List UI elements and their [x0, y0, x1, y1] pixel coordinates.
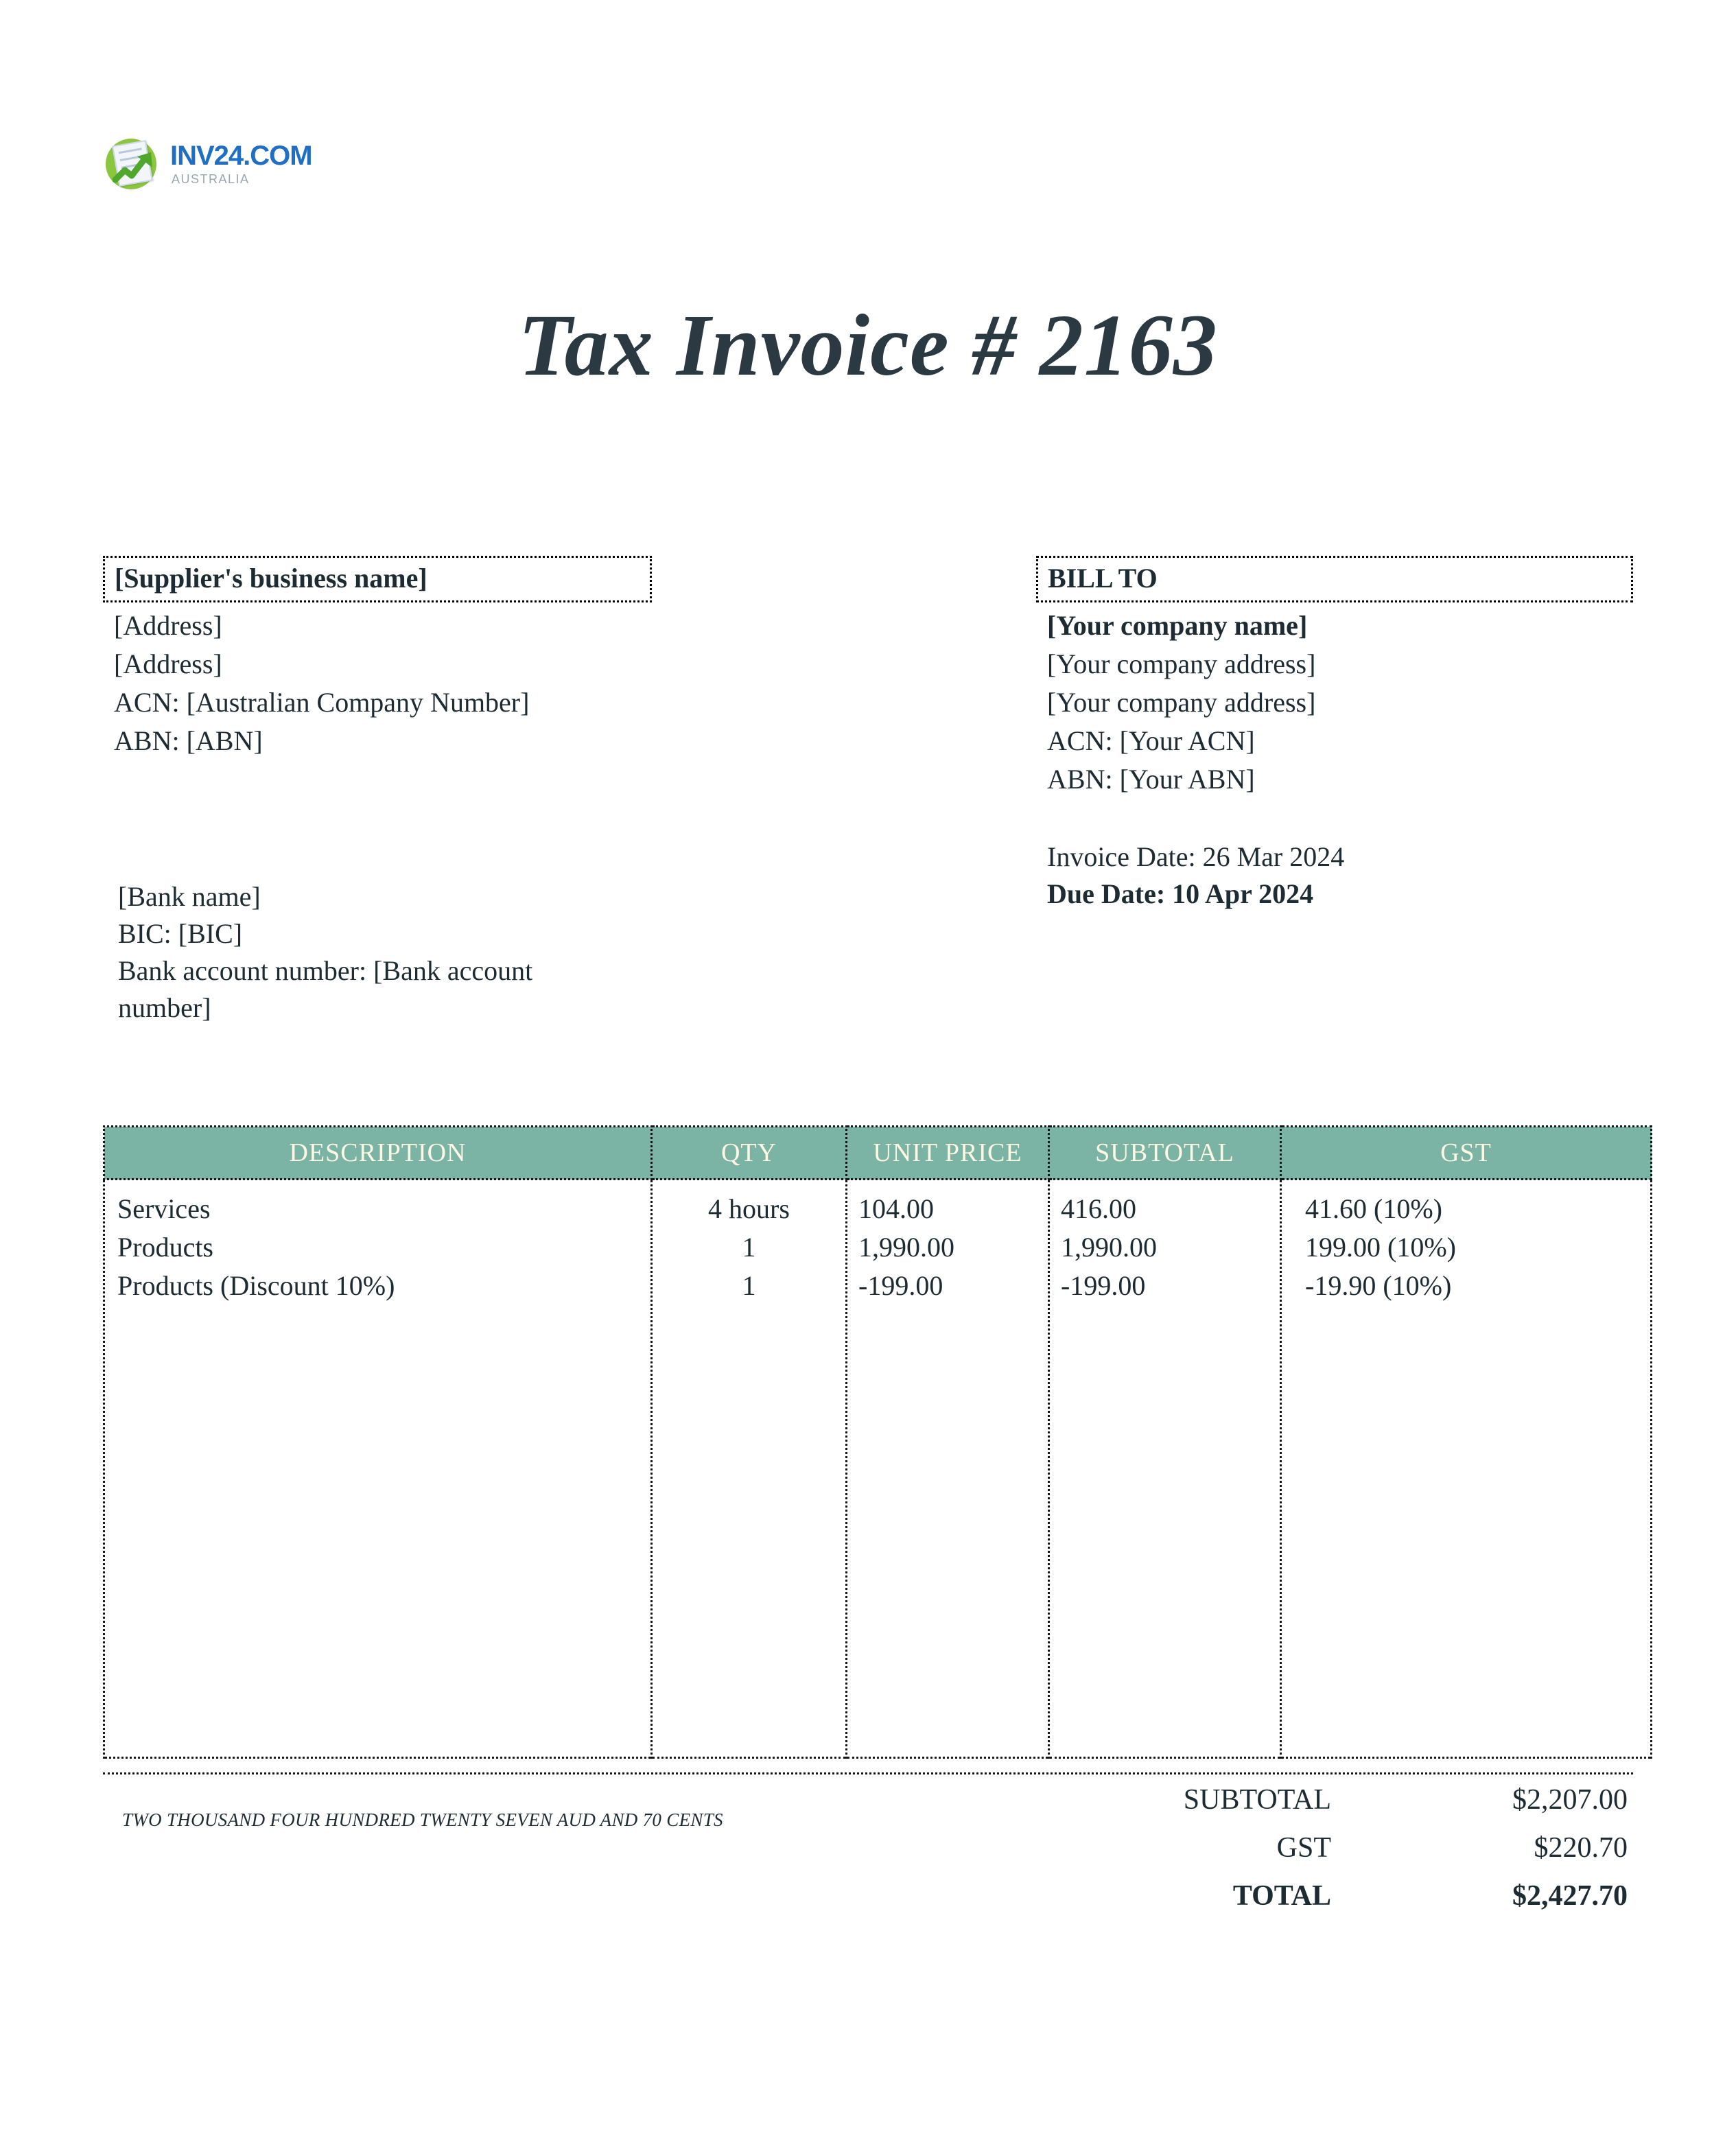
bank-line: BIC: [BIC]	[118, 918, 243, 949]
item-description: Services	[117, 1193, 211, 1224]
qty-column-cell	[652, 1180, 847, 1758]
bill-to-line: [Your company address]	[1047, 648, 1316, 679]
subtotal-label: SUBTOTAL	[1183, 1784, 1331, 1816]
supplier-name: [Supplier's business name]	[103, 556, 652, 602]
bill-to-details	[1036, 602, 1633, 799]
item-unit-price: 1,990.00	[858, 1232, 954, 1263]
total-value: $2,427.70	[1512, 1880, 1628, 1912]
totals-row-gst	[1029, 1824, 1633, 1872]
column-header-unit-price: UNIT PRICE	[847, 1127, 1049, 1180]
supplier-line: [Address]	[114, 610, 222, 641]
subtotal-column-cell	[1049, 1180, 1281, 1758]
logo-name: INV24.COM	[170, 140, 312, 171]
page-title: Tax Invoice # 2163	[518, 296, 1218, 394]
totals-block	[1029, 1776, 1633, 1920]
unit-price-column-cell	[847, 1180, 1049, 1758]
bank-details-block	[118, 878, 598, 1027]
invoice-date: Invoice Date: 26 Mar 2024	[1047, 841, 1345, 872]
logo-subtitle: AUSTRALIA	[172, 172, 250, 186]
item-description: Products	[117, 1232, 213, 1263]
invoice-chart-logo-icon	[103, 134, 161, 192]
item-subtotal: 1,990.00	[1061, 1232, 1157, 1263]
item-subtotal: 416.00	[1061, 1193, 1136, 1224]
item-qty: 4 hours	[708, 1193, 790, 1224]
totals-row-total	[1029, 1872, 1633, 1920]
item-qty: 1	[742, 1270, 756, 1301]
supplier-block	[103, 556, 652, 760]
description-column-cell	[104, 1180, 652, 1758]
gst-column-cell	[1281, 1180, 1652, 1758]
totals-row-subtotal	[1029, 1776, 1633, 1824]
due-date: Due Date: 10 Apr 2024	[1047, 878, 1314, 909]
bill-to-line: ACN: [Your ACN]	[1047, 725, 1255, 756]
item-gst: 41.60 (10%)	[1305, 1193, 1442, 1224]
item-gst: -19.90 (10%)	[1305, 1270, 1452, 1301]
column-header-description: DESCRIPTION	[104, 1127, 652, 1180]
item-unit-price: -199.00	[858, 1270, 943, 1301]
logo-growth-arrow-icon	[113, 150, 155, 184]
gst-label: GST	[1276, 1832, 1331, 1864]
column-header-qty: QTY	[652, 1127, 847, 1180]
invoice-dates	[1047, 839, 1344, 913]
column-header-gst: GST	[1281, 1127, 1652, 1180]
bill-to-company-name: [Your company name]	[1047, 610, 1308, 641]
table-bottom-border	[103, 1772, 1633, 1774]
supplier-line: [Address]	[114, 648, 222, 679]
item-description: Products (Discount 10%)	[117, 1270, 395, 1301]
supplier-line: ABN: [ABN]	[114, 725, 263, 756]
supplier-details	[103, 602, 652, 760]
subtotal-value: $2,207.00	[1512, 1784, 1628, 1816]
bank-line: number]	[118, 992, 211, 1023]
bill-to-block	[1036, 556, 1633, 799]
bank-line: Bank account number: [Bank account	[118, 955, 533, 986]
amount-in-words: TWO THOUSAND FOUR HUNDRED TWENTY SEVEN AUD AND 70 CENTS	[122, 1809, 723, 1830]
bill-to-line: ABN: [Your ABN]	[1047, 764, 1255, 795]
item-subtotal: -199.00	[1061, 1270, 1146, 1301]
supplier-line: ACN: [Australian Company Number]	[114, 687, 530, 718]
table-header-row	[104, 1127, 1652, 1180]
total-label: TOTAL	[1232, 1880, 1331, 1912]
gst-value: $220.70	[1534, 1832, 1628, 1864]
brand-logo	[103, 134, 312, 192]
table-body-row	[104, 1180, 1652, 1758]
line-items-table	[103, 1125, 1652, 1759]
bank-line: [Bank name]	[118, 881, 261, 912]
column-header-subtotal: SUBTOTAL	[1049, 1127, 1281, 1180]
item-qty: 1	[742, 1232, 756, 1263]
bill-to-heading: BILL TO	[1036, 556, 1633, 602]
bill-to-line: [Your company address]	[1047, 687, 1316, 718]
item-gst: 199.00 (10%)	[1305, 1232, 1456, 1263]
item-unit-price: 104.00	[858, 1193, 934, 1224]
